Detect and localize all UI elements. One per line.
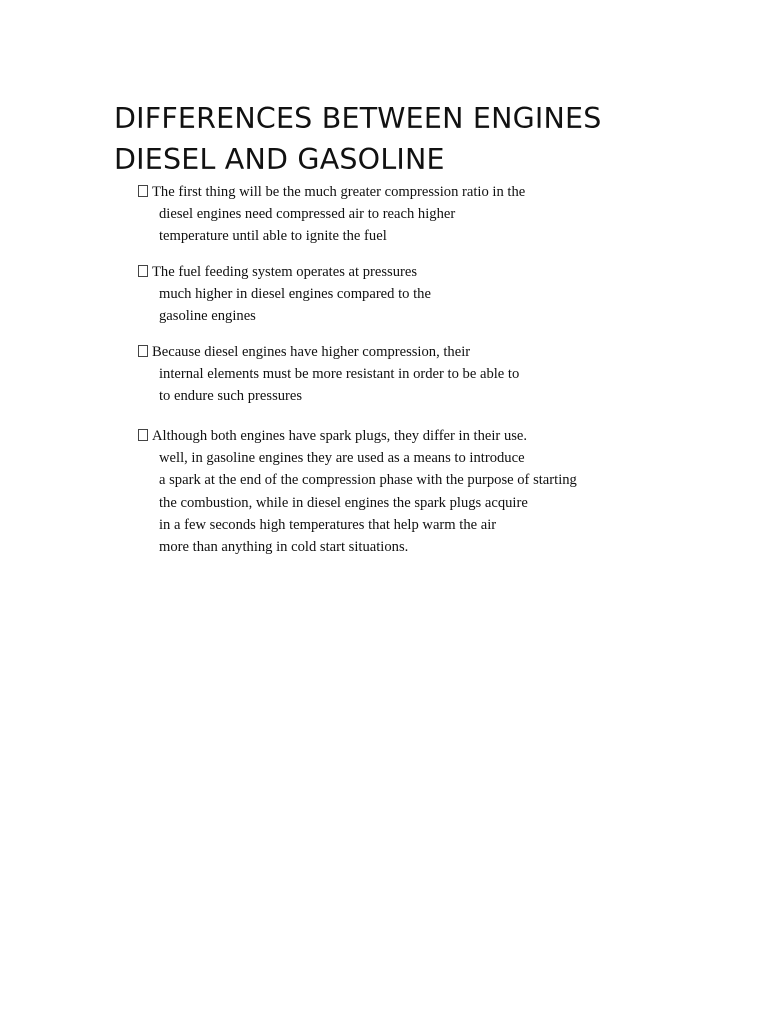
list-item-text: temperature until able to ignite the fuel xyxy=(159,228,387,245)
list-item-text: Although both engines have spark plugs, they differ in their use. xyxy=(152,428,528,444)
list-item-text: internal elements must be more resistant in order to be able to xyxy=(159,366,520,383)
list-item-text: more than anything in cold start situations. xyxy=(159,539,409,556)
page-title-line-2: DIESEL AND GASOLINE xyxy=(114,143,445,176)
list-item-text: in a few seconds high temperatures that help warm the air xyxy=(159,516,497,533)
list-item-text: to endure such pressures xyxy=(159,388,303,405)
list-item-text: The first thing will be the much greater compression ratio in the xyxy=(152,184,526,200)
list-item-text: the combustion, while in diesel engines the spark plugs acquire xyxy=(159,494,528,511)
page-title xyxy=(114,98,602,180)
list-item-text: gasoline engines xyxy=(159,308,256,325)
list-item-text: a spark at the end of the compression phase with the purpose of starting xyxy=(159,472,577,489)
list-item-text: Because diesel engines have higher compression, their xyxy=(152,344,471,360)
missing-glyph-box-icon xyxy=(138,265,148,277)
list-item xyxy=(138,261,758,328)
missing-glyph-box-icon xyxy=(138,185,148,197)
missing-glyph-box-icon xyxy=(138,429,148,441)
list-item-text: diesel engines need compressed air to reach higher xyxy=(159,206,456,223)
list-item xyxy=(138,425,758,558)
list-item-text: The fuel feeding system operates at pressures xyxy=(152,264,418,280)
list-item xyxy=(138,181,758,248)
missing-glyph-box-icon xyxy=(138,345,148,357)
page-title-line-1: DIFFERENCES BETWEEN ENGINES xyxy=(114,102,602,135)
list-item xyxy=(138,341,758,408)
list-item-text: well, in gasoline engines they are used as a means to introduce xyxy=(159,450,525,467)
list-item-text: much higher in diesel engines compared to the xyxy=(159,286,431,303)
